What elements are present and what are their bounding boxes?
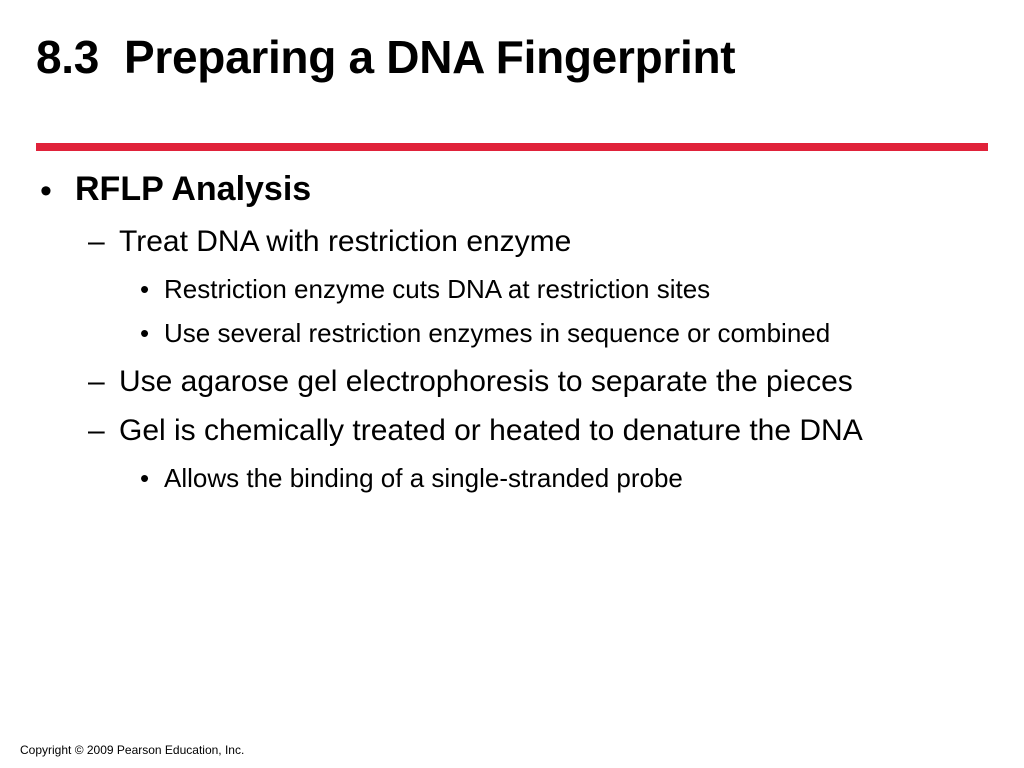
bullet-probe-binding: Allows the binding of a single-stranded probe — [164, 463, 683, 493]
bullet-enzyme-cuts: Restriction enzyme cuts DNA at restriction sites — [164, 274, 711, 304]
bullet-marker: • — [140, 463, 150, 493]
dash-marker: – — [88, 225, 105, 258]
bullet-marker: • — [40, 172, 52, 210]
bullet-agarose-gel: Use agarose gel electrophoresis to separate the pieces — [119, 365, 853, 398]
bullet-several-enzymes: Use several restriction enzymes in sequence or combined — [164, 318, 831, 348]
bullet-rflp-analysis: RFLP Analysis — [75, 170, 312, 208]
slide-title: 8.3 Preparing a DNA Fingerprint — [36, 31, 736, 83]
copyright-footer: Copyright © 2009 Pearson Education, Inc. — [20, 743, 245, 757]
bullet-gel-treated: Gel is chemically treated or heated to denature the DNA — [119, 414, 863, 447]
dash-marker: – — [88, 365, 105, 398]
bullet-treat-dna: Treat DNA with restriction enzyme — [119, 225, 572, 258]
dash-marker: – — [88, 414, 105, 447]
bullet-marker: • — [140, 318, 150, 348]
bullet-marker: • — [140, 274, 150, 304]
